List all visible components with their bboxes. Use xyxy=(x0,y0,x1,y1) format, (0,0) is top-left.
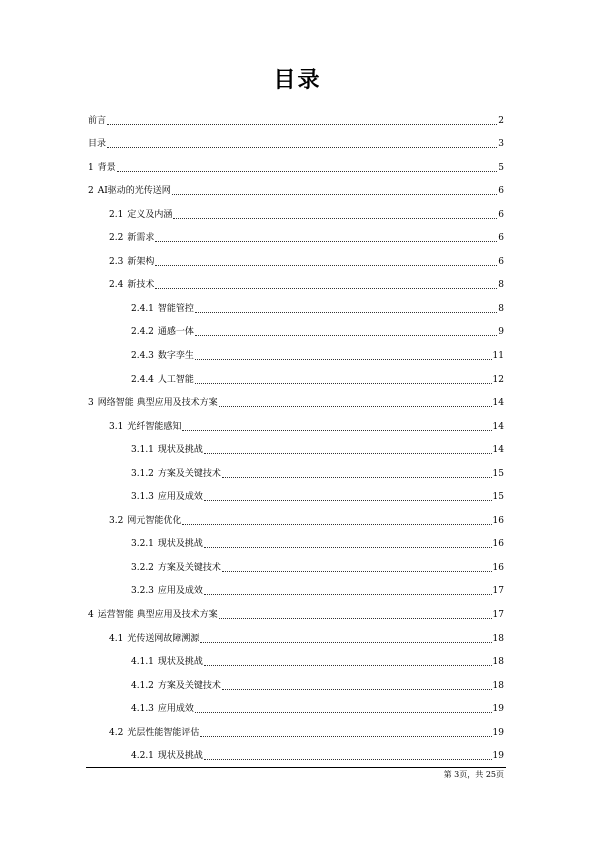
toc-entry-number: 2.3 xyxy=(109,256,124,267)
toc-entry[interactable] xyxy=(88,197,504,221)
toc-dot-leader xyxy=(107,146,497,148)
toc-entry[interactable] xyxy=(88,550,504,574)
toc-entry-title: 背景 xyxy=(97,162,116,173)
toc-entry-number: 2.4 xyxy=(109,280,124,291)
toc-entry[interactable] xyxy=(88,621,504,645)
toc-entry-title: 新架构 xyxy=(127,256,155,267)
toc-entry-page-number: 12 xyxy=(492,374,504,385)
toc-entry-page-number: 6 xyxy=(498,186,504,197)
toc-entry-number: 2.4.2 xyxy=(131,327,154,338)
toc-entry-page-number: 6 xyxy=(498,209,504,220)
toc-entry[interactable] xyxy=(88,268,504,292)
toc-entry-page-number: 16 xyxy=(492,515,504,526)
toc-dot-leader xyxy=(219,405,492,407)
toc-entry[interactable] xyxy=(88,574,504,598)
toc-entry-number: 2.4.3 xyxy=(131,351,154,362)
toc-dot-leader xyxy=(222,476,492,478)
toc-entry-page-number: 16 xyxy=(492,562,504,573)
toc-entry-page-number: 8 xyxy=(498,280,504,291)
toc-entry[interactable] xyxy=(88,692,504,716)
toc-dot-leader xyxy=(195,334,497,336)
toc-entry-title: 网元智能优化 xyxy=(127,515,182,526)
toc-entry-title: 方案及关键技术 xyxy=(157,562,221,573)
toc-entry[interactable] xyxy=(88,527,504,551)
toc-dot-leader xyxy=(195,311,497,313)
toc-entry-page-number: 6 xyxy=(498,233,504,244)
toc-entry-page-number: 14 xyxy=(492,398,504,409)
toc-dot-leader xyxy=(204,499,492,501)
toc-entry-page-number: 15 xyxy=(492,492,504,503)
toc-dot-leader xyxy=(155,287,497,289)
toc-entry-number: 3.2.1 xyxy=(131,539,154,550)
toc-dot-leader xyxy=(117,170,498,172)
toc-entry-title: 现状及挑战 xyxy=(157,539,203,550)
toc-entry[interactable] xyxy=(88,174,504,198)
toc-entry[interactable] xyxy=(88,386,504,410)
table-of-contents xyxy=(88,103,504,762)
toc-entry-number: 2 xyxy=(88,186,94,197)
toc-entry-number: 3 xyxy=(88,398,94,409)
toc-entry-page-number: 5 xyxy=(498,162,504,173)
toc-entry-number: 1 xyxy=(88,162,94,173)
toc-dot-leader xyxy=(155,264,497,266)
toc-entry-title: 应用及成效 xyxy=(157,586,203,597)
toc-entry-page-number: 19 xyxy=(492,704,504,715)
toc-entry-page-number: 3 xyxy=(498,139,504,150)
footer-divider xyxy=(86,767,506,768)
toc-entry-number: 2.4.1 xyxy=(131,303,154,314)
toc-dot-leader xyxy=(182,429,491,431)
toc-entry[interactable] xyxy=(88,715,504,739)
toc-entry-title: 目录 xyxy=(88,139,107,150)
toc-entry-number: 4.1.3 xyxy=(131,704,154,715)
toc-entry[interactable] xyxy=(88,739,504,763)
toc-entry-page-number: 18 xyxy=(492,657,504,668)
page-number-footer: 第 3页，共 25页 xyxy=(443,770,504,779)
toc-entry-title: 定义及内涵 xyxy=(127,209,173,220)
toc-dot-leader xyxy=(195,358,492,360)
toc-entry-title: 数字孪生 xyxy=(157,351,194,362)
toc-entry-title: 现状及挑战 xyxy=(157,445,203,456)
toc-entry-title: 现状及挑战 xyxy=(157,657,203,668)
toc-entry-title: 新需求 xyxy=(127,233,155,244)
toc-dot-leader xyxy=(219,617,492,619)
toc-entry-number: 3.2.3 xyxy=(131,586,154,597)
toc-entry-number: 3.1 xyxy=(109,421,124,432)
toc-dot-leader xyxy=(204,593,492,595)
toc-dot-leader xyxy=(182,523,491,525)
toc-dot-leader xyxy=(195,711,492,713)
toc-entry-number: 3.2 xyxy=(109,515,124,526)
toc-entry-number: 3.1.3 xyxy=(131,492,154,503)
toc-entry-page-number: 2 xyxy=(498,115,504,126)
toc-entry[interactable] xyxy=(88,291,504,315)
toc-entry-number: 3.2.2 xyxy=(131,562,154,573)
toc-entry[interactable] xyxy=(88,409,504,433)
toc-entry[interactable] xyxy=(88,645,504,669)
toc-entry-page-number: 19 xyxy=(492,727,504,738)
toc-entry-title: 光纤智能感知 xyxy=(127,421,182,432)
toc-dot-leader xyxy=(204,546,492,548)
toc-entry-page-number: 14 xyxy=(492,445,504,456)
toc-dot-leader xyxy=(222,688,492,690)
toc-dot-leader xyxy=(204,664,492,666)
toc-entry-page-number: 17 xyxy=(492,586,504,597)
toc-entry[interactable] xyxy=(88,456,504,480)
toc-dot-leader xyxy=(204,452,492,454)
toc-dot-leader xyxy=(172,193,497,195)
toc-entry[interactable] xyxy=(88,503,504,527)
toc-entry[interactable] xyxy=(88,127,504,151)
toc-entry-page-number: 18 xyxy=(492,680,504,691)
toc-dot-leader xyxy=(204,758,492,760)
toc-entry-number: 4.1 xyxy=(109,633,124,644)
toc-entry-number: 4.1.1 xyxy=(131,657,154,668)
toc-dot-leader xyxy=(155,240,497,242)
toc-entry-title: 光传送网故障溯源 xyxy=(127,633,200,644)
toc-entry-title: 光层性能智能评估 xyxy=(127,727,200,738)
toc-entry-page-number: 6 xyxy=(498,256,504,267)
toc-entry[interactable] xyxy=(88,668,504,692)
toc-dot-leader xyxy=(107,123,497,125)
toc-dot-leader xyxy=(222,570,492,572)
toc-entry[interactable] xyxy=(88,244,504,268)
toc-entry[interactable] xyxy=(88,150,504,174)
toc-entry-page-number: 14 xyxy=(492,421,504,432)
toc-entry-number: 2.1 xyxy=(109,209,124,220)
toc-entry-title: 应用及成效 xyxy=(157,492,203,503)
toc-entry-title: 现状及挑战 xyxy=(157,751,203,762)
toc-entry-page-number: 19 xyxy=(492,751,504,762)
toc-entry[interactable] xyxy=(88,480,504,504)
toc-entry-title: 网络智能 典型应用及技术方案 xyxy=(97,398,218,409)
toc-entry[interactable] xyxy=(88,433,504,457)
toc-dot-leader xyxy=(200,735,491,737)
toc-entry[interactable] xyxy=(88,597,504,621)
toc-entry-number: 4 xyxy=(88,610,94,621)
toc-entry-number: 4.2.1 xyxy=(131,751,154,762)
toc-entry-title: 方案及关键技术 xyxy=(157,468,221,479)
toc-entry[interactable] xyxy=(88,362,504,386)
toc-entry-title: 智能管控 xyxy=(157,303,194,314)
toc-entry-title: 新技术 xyxy=(127,280,155,291)
toc-entry-title: AI驱动的光传送网 xyxy=(97,186,171,197)
toc-entry-title: 人工智能 xyxy=(157,374,194,385)
page-title: 目录 xyxy=(273,68,322,93)
toc-entry-title: 前言 xyxy=(88,115,107,126)
toc-entry[interactable] xyxy=(88,103,504,127)
toc-entry-title: 通感一体 xyxy=(157,327,194,338)
toc-dot-leader xyxy=(200,641,491,643)
toc-entry-page-number: 11 xyxy=(492,351,504,362)
toc-entry-number: 3.1.1 xyxy=(131,445,154,456)
toc-entry-page-number: 9 xyxy=(498,327,504,338)
toc-dot-leader xyxy=(173,217,497,219)
toc-entry-number: 4.2 xyxy=(109,727,124,738)
toc-entry[interactable] xyxy=(88,221,504,245)
toc-entry-number: 3.1.2 xyxy=(131,468,154,479)
toc-entry-page-number: 17 xyxy=(492,610,504,621)
toc-entry[interactable] xyxy=(88,338,504,362)
toc-entry[interactable] xyxy=(88,315,504,339)
toc-entry-title: 应用成效 xyxy=(157,704,194,715)
toc-entry-page-number: 16 xyxy=(492,539,504,550)
toc-entry-title: 方案及关键技术 xyxy=(157,680,221,691)
toc-entry-title: 运营智能 典型应用及技术方案 xyxy=(97,610,218,621)
toc-entry-number: 2.4.4 xyxy=(131,374,154,385)
toc-entry-page-number: 8 xyxy=(498,303,504,314)
toc-entry-number: 4.1.2 xyxy=(131,680,154,691)
toc-entry-number: 2.2 xyxy=(109,233,124,244)
toc-dot-leader xyxy=(195,382,492,384)
toc-entry-page-number: 18 xyxy=(492,633,504,644)
toc-entry-page-number: 15 xyxy=(492,468,504,479)
